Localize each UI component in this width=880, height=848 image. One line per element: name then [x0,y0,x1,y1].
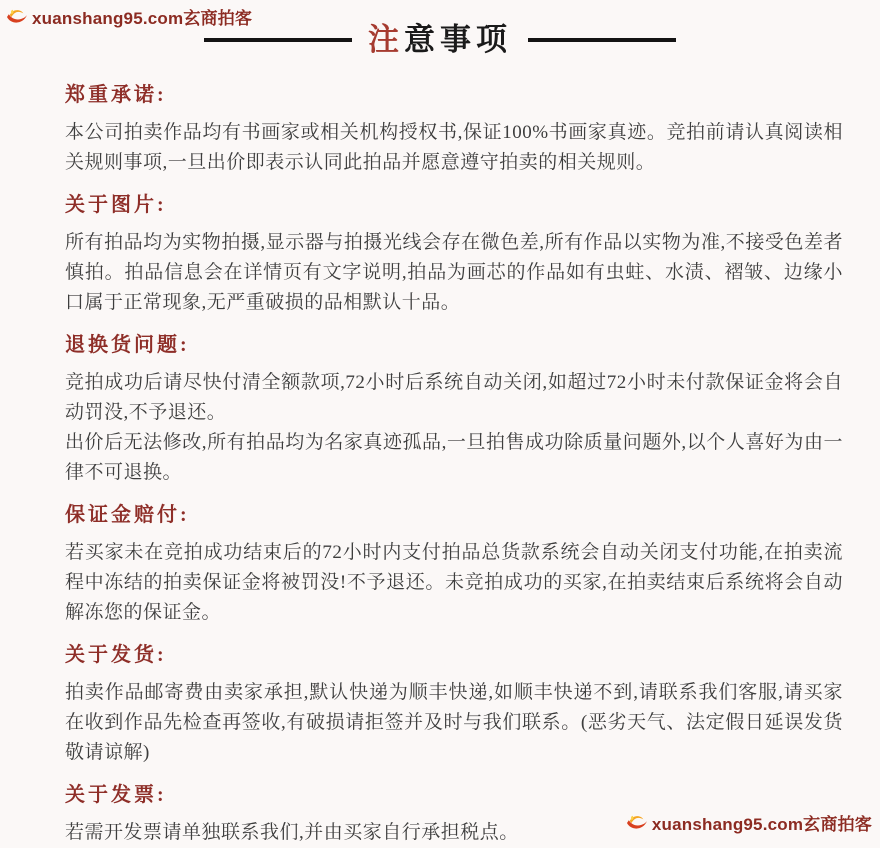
site-logo-text: xuanshang95.com玄商拍客 [32,9,253,28]
section-returns [65,334,843,488]
section-heading: 关于图片: [65,194,167,216]
section-heading: 郑重承诺: [65,84,167,106]
site-logo-bottom [626,810,872,835]
section-paragraph: 若买家未在竞拍成功结束后的72小时内支付拍品总货款系统会自动关闭支付功能,在拍卖流程中冻结的拍卖保证金将被罚没!不予退还。未竞拍成功的买家,在拍卖结束后系统将会自动解冻您的保证金。 [65,542,843,623]
title-left-rule [204,38,352,42]
section-paragraph: 出价后无法修改,所有拍品均为名家真迹孤品,一旦拍售成功除质量问题外,以个人喜好为由一律不可退换。 [65,432,843,483]
section-paragraph: 若需开发票请单独联系我们,并由买家自行承担税点。 [65,822,519,843]
section-paragraph: 竞拍成功后请尽快付清全额款项,72小时后系统自动关闭,如超过72小时未付款保证金将会自动罚没,不予退还。 [65,372,843,423]
xuanshang-ingot-icon [6,7,28,27]
title-first-char: 注 [368,22,404,57]
section-paragraph: 所有拍品均为实物拍摄,显示器与拍摄光线会存在微色差,所有作品以实物为准,不接受色差者慎拍。拍品信息会在详情页有文字说明,拍品为画芯的作品如有虫蛀、水渍、褶皱、边缘小口属于正常现象,无严重破损的品相默认十品。 [65,232,843,313]
section-deposit-forfeit [65,504,843,628]
site-logo-top [6,4,252,29]
section-heading: 关于发货: [65,644,167,666]
title-rest: 意事项 [404,22,512,57]
section-paragraph: 拍卖作品邮寄费由卖家承担,默认快递为顺丰快递,如顺丰快递不到,请联系我们客服,请买家在收到作品先检查再签收,有破损请拒签并及时与我们联系。(恶劣天气、法定假日延误发货敬请谅解) [65,682,843,763]
section-solemn-promise [65,84,843,178]
xuanshang-ingot-icon [626,813,648,833]
section-paragraph: 本公司拍卖作品均有书画家或相关机构授权书,保证100%书画家真迹。竞拍前请认真阅读相关规则事项,一旦出价即表示认同此拍品并愿意遵守拍卖的相关规则。 [65,122,843,173]
notice-content [65,84,843,848]
site-logo-text: xuanshang95.com玄商拍客 [651,815,872,834]
section-about-images [65,194,843,318]
section-heading: 退换货问题: [65,334,190,356]
page-title [368,22,512,58]
title-right-rule [528,38,676,42]
section-heading: 保证金赔付: [65,504,190,526]
section-heading: 关于发票: [65,784,167,806]
section-shipping [65,644,843,768]
